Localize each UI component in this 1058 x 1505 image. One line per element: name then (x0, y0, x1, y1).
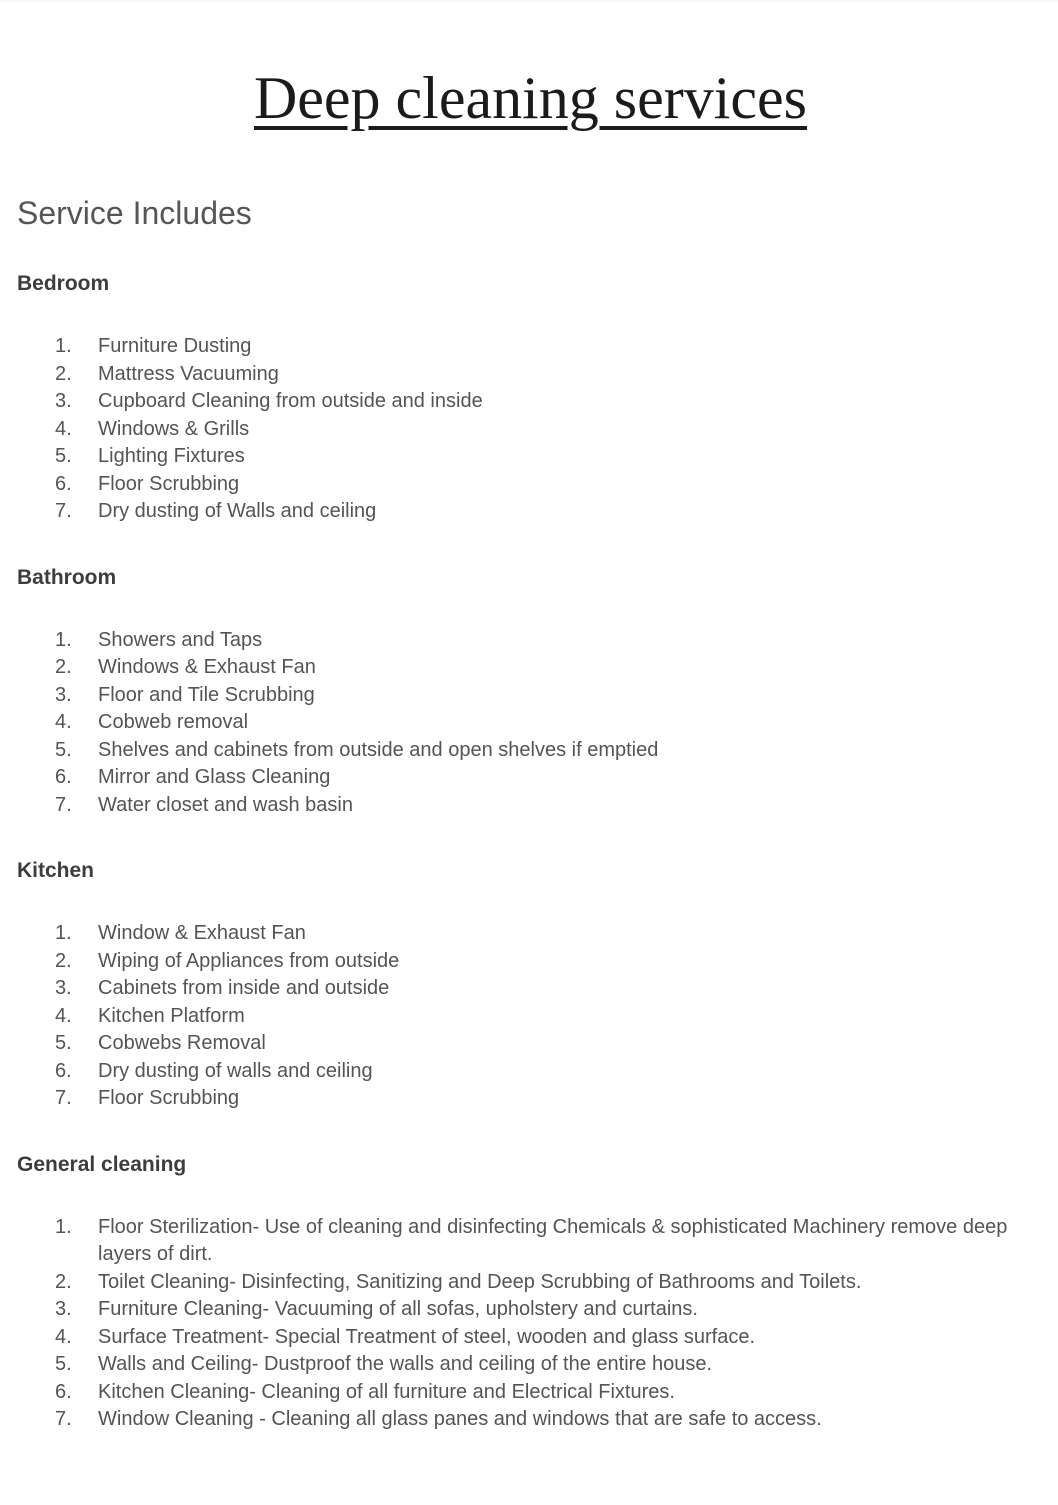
list-item: Lighting Fixtures (98, 445, 245, 467)
list-item: Furniture Dusting (98, 335, 252, 357)
section-heading-general-cleaning: General cleaning (17, 1152, 187, 1176)
list-item: Walls and Ceiling- Dustproof the walls and ceiling of the entire house. (98, 1353, 713, 1375)
list-item: Toilet Cleaning- Disinfecting, Sanitizing and Deep Scrubbing of Bathrooms and Toilets. (98, 1270, 862, 1293)
section-heading-kitchen: Kitchen (17, 859, 95, 882)
list-item: Windows & Grills (98, 417, 250, 440)
list-item: Kitchen Cleaning- Cleaning of all furniture and Electrical Fixtures. (98, 1380, 675, 1403)
list-item: Mattress Vacuuming (98, 362, 279, 385)
section-heading-bedroom: Bedroom (17, 272, 110, 295)
bedroom-list (17, 333, 1044, 526)
list-item: Floor Scrubbing (98, 1087, 240, 1109)
list-item: Windows & Exhaust Fan (98, 656, 316, 678)
list-item: Cobweb removal (98, 711, 249, 733)
service-includes-heading: Service Includes (17, 195, 252, 231)
section-bedroom (17, 272, 1044, 526)
list-item: Wiping of Appliances from outside (98, 949, 400, 972)
document-title: Deep cleaning services (253, 65, 808, 131)
bathroom-list (17, 627, 1044, 820)
list-item: Cobwebs Removal (98, 1032, 266, 1054)
list-item: Dry dusting of Walls and ceiling (98, 500, 377, 522)
list-item: Shelves and cabinets from outside and open shelves if emptied (98, 738, 659, 761)
list-item: Showers and Taps (98, 628, 263, 651)
kitchen-list (17, 920, 1044, 1113)
list-item: Cabinets from inside and outside (98, 977, 390, 999)
list-item: Surface Treatment- Special Treatment of steel, wooden and glass surface. (98, 1325, 756, 1348)
list-item: Window & Exhaust Fan (98, 922, 306, 944)
section-kitchen (17, 859, 1044, 1113)
list-item: Kitchen Platform (98, 1004, 245, 1027)
list-item: Floor Scrubbing (98, 472, 240, 495)
section-heading-bathroom: Bathroom (17, 565, 117, 589)
list-item: Window Cleaning - Cleaning all glass panes and windows that are safe to access. (98, 1408, 822, 1430)
section-bathroom (17, 566, 1044, 820)
general-cleaning-list (17, 1214, 1044, 1434)
list-item: Floor Sterilization- Use of cleaning and disinfecting Chemicals & sophisticated Machinery remove deep layers of dirt. (98, 1215, 1008, 1265)
list-item: Dry dusting of walls and ceiling (98, 1059, 373, 1082)
list-item: Floor and Tile Scrubbing (98, 683, 315, 706)
list-item: Water closet and wash basin (98, 793, 353, 816)
list-item: Cupboard Cleaning from outside and inside (98, 390, 483, 412)
list-item: Furniture Cleaning- Vacuuming of all sofas, upholstery and curtains. (98, 1298, 698, 1320)
list-item: Mirror and Glass Cleaning (98, 766, 331, 788)
section-general-cleaning (17, 1153, 1044, 1434)
